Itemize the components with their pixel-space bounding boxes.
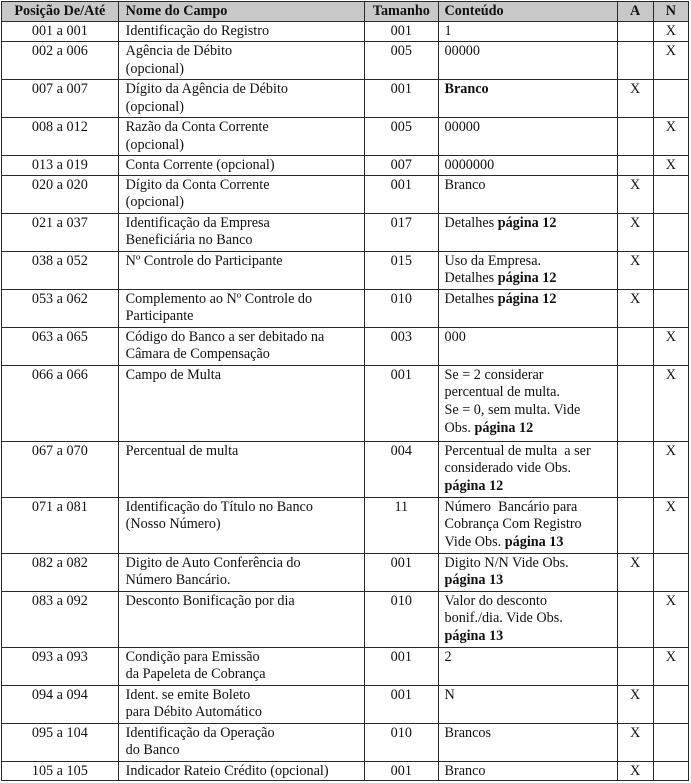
table-row — [2, 22, 689, 42]
field-name-line: Dígito da Conta Corrente — [125, 176, 270, 193]
cell-n-flag: X — [653, 647, 688, 685]
cell-field-name — [118, 761, 364, 781]
cell-field-name — [118, 251, 364, 289]
cell-position: 063 a 065 — [2, 327, 119, 365]
content-text: Digito N/N Vide Obs. — [444, 554, 569, 571]
cell-content — [438, 441, 617, 497]
content-text: Detalhes — [444, 270, 498, 287]
cell-field-name — [118, 289, 364, 327]
cell-content — [438, 213, 617, 251]
content-line — [445, 763, 613, 781]
record-layout-table — [1, 1, 689, 781]
cell-size: 003 — [365, 327, 438, 365]
cell-content — [438, 79, 617, 117]
cell-field-name — [118, 723, 364, 761]
content-text: considerado vide Obs. — [444, 460, 571, 477]
table-row — [2, 117, 689, 155]
cell-a-flag: X — [617, 685, 653, 723]
table-row — [2, 289, 689, 327]
table-row — [2, 441, 689, 497]
content-line — [445, 157, 613, 175]
cell-size: 010 — [365, 591, 438, 647]
content-line — [445, 478, 613, 496]
field-name-line: (opcional) — [125, 194, 184, 211]
cell-position: 007 a 007 — [2, 79, 119, 117]
table-row — [2, 79, 689, 117]
content-text: 00000 — [444, 118, 480, 135]
table-row — [2, 723, 689, 761]
cell-content — [438, 723, 617, 761]
cell-size: 004 — [365, 441, 438, 497]
field-name-line: Nº Controle do Participante — [125, 252, 283, 269]
table-header-row — [2, 2, 689, 22]
content-text: Valor do desconto — [444, 592, 547, 609]
content-bold-text: página 12 — [474, 419, 534, 436]
cell-position: 082 a 082 — [2, 553, 119, 591]
cell-field-name — [118, 41, 364, 79]
cell-a-flag: X — [617, 553, 653, 591]
cell-position: 002 a 006 — [2, 41, 119, 79]
content-text: Obs. — [444, 419, 475, 436]
field-name-line: Identificação do Título no Banco — [125, 498, 313, 515]
content-line — [445, 687, 613, 705]
cell-a-flag: X — [617, 723, 653, 761]
field-name-line: Condição para Emissão — [125, 648, 260, 665]
table-row — [2, 553, 689, 591]
field-name-line: Conta Corrente (opcional) — [125, 156, 275, 173]
cell-content — [438, 251, 617, 289]
cell-size: 001 — [365, 647, 438, 685]
cell-a-flag — [617, 327, 653, 365]
content-text: Detalhes — [444, 214, 498, 231]
content-text: Branco — [444, 176, 486, 193]
cell-field-name — [118, 327, 364, 365]
content-bold-text: página 13 — [444, 572, 504, 589]
field-name-line: Ident. se emite Boleto — [125, 686, 251, 703]
cell-n-flag — [653, 761, 688, 781]
content-bold-text: página 12 — [497, 214, 557, 231]
cell-size: 001 — [365, 761, 438, 781]
cell-position: 066 a 066 — [2, 365, 119, 441]
cell-content — [438, 117, 617, 155]
cell-field-name — [118, 441, 364, 497]
content-line — [445, 23, 613, 41]
cell-content — [438, 155, 617, 175]
content-line — [445, 499, 613, 517]
cell-a-flag — [617, 441, 653, 497]
cell-a-flag — [617, 497, 653, 553]
content-line — [445, 628, 613, 646]
cell-size: 001 — [365, 175, 438, 213]
table-row — [2, 685, 689, 723]
content-line — [445, 177, 613, 195]
cell-content — [438, 365, 617, 441]
cell-position: 083 a 092 — [2, 591, 119, 647]
content-line — [445, 725, 613, 743]
cell-n-flag: X — [653, 22, 688, 42]
cell-position: 021 a 037 — [2, 213, 119, 251]
field-name-line: Digito de Auto Conferência do — [125, 554, 301, 571]
cell-a-flag: X — [617, 175, 653, 213]
field-name-line: Desconto Bonificação por dia — [125, 592, 295, 609]
table-row — [2, 365, 689, 441]
field-name-line: (Nosso Número) — [125, 516, 221, 533]
cell-field-name — [118, 685, 364, 723]
field-name-line: Código do Banco a ser debitado na — [125, 328, 325, 345]
content-text: Percentual de multa a ser — [444, 442, 591, 459]
cell-n-flag — [653, 79, 688, 117]
content-line — [445, 460, 613, 478]
field-name-line: Identificação do Registro — [125, 23, 270, 39]
field-name-line: (opcional) — [125, 60, 184, 77]
content-line — [445, 384, 613, 402]
content-bold-text: página 12 — [497, 270, 557, 287]
content-text: N — [444, 686, 455, 703]
cell-size: 001 — [365, 685, 438, 723]
content-text: 00000 — [444, 42, 480, 59]
field-name-line: Participante — [125, 308, 194, 325]
field-name-line: Campo de Multa — [125, 366, 222, 383]
content-line — [445, 119, 613, 137]
cell-field-name — [118, 647, 364, 685]
cell-size: 007 — [365, 155, 438, 175]
content-text: Se = 2 considerar — [444, 366, 544, 383]
cell-size: 001 — [365, 553, 438, 591]
table-row — [2, 175, 689, 213]
cell-a-flag: X — [617, 79, 653, 117]
cell-n-flag: X — [653, 591, 688, 647]
cell-n-flag — [653, 213, 688, 251]
cell-size: 010 — [365, 723, 438, 761]
content-bold-text: página 12 — [497, 290, 557, 307]
cell-a-flag — [617, 365, 653, 441]
cell-a-flag — [617, 647, 653, 685]
table-row — [2, 761, 689, 781]
field-name-line: Identificação da Operação — [125, 724, 275, 741]
cell-size: 001 — [365, 79, 438, 117]
cell-size: 005 — [365, 41, 438, 79]
cell-content — [438, 175, 617, 213]
field-name-line: Identificação da Empresa — [125, 214, 270, 231]
cell-position: 001 a 001 — [2, 22, 119, 42]
field-name-line: Razão da Conta Corrente — [125, 118, 269, 135]
cell-size: 005 — [365, 117, 438, 155]
cell-content — [438, 497, 617, 553]
cell-content — [438, 22, 617, 42]
field-name-line: Beneficiária no Banco — [125, 232, 253, 249]
content-line — [445, 43, 613, 61]
cell-content — [438, 327, 617, 365]
cell-n-flag — [653, 251, 688, 289]
table-row — [2, 591, 689, 647]
cell-content — [438, 289, 617, 327]
cell-a-flag — [617, 155, 653, 175]
cell-n-flag: X — [653, 117, 688, 155]
content-line — [445, 81, 613, 99]
cell-content — [438, 761, 617, 781]
cell-position: 105 a 105 — [2, 761, 119, 781]
table-row — [2, 41, 689, 79]
content-text: 000 — [444, 328, 466, 345]
cell-position: 038 a 052 — [2, 251, 119, 289]
content-text: Uso da Empresa. — [444, 252, 542, 269]
cell-field-name — [118, 79, 364, 117]
cell-content — [438, 647, 617, 685]
cell-position: 013 a 019 — [2, 155, 119, 175]
content-text: bonif./dia. Vide Obs. — [444, 610, 563, 627]
content-bold-text: página 12 — [444, 478, 504, 495]
cell-size: 017 — [365, 213, 438, 251]
cell-field-name — [118, 591, 364, 647]
cell-position: 067 a 070 — [2, 441, 119, 497]
content-text: Branco — [444, 762, 486, 779]
field-name-line: Câmara de Compensação — [125, 346, 270, 363]
content-text: 0000000 — [444, 156, 495, 173]
cell-field-name — [118, 22, 364, 42]
content-text: Detalhes — [444, 290, 498, 307]
cell-a-flag — [617, 22, 653, 42]
cell-content — [438, 685, 617, 723]
header-position: Posição De/Até — [2, 2, 119, 22]
cell-a-flag: X — [617, 251, 653, 289]
cell-n-flag: X — [653, 327, 688, 365]
content-line — [445, 516, 613, 534]
cell-position: 095 a 104 — [2, 723, 119, 761]
cell-field-name — [118, 175, 364, 213]
content-line — [445, 270, 613, 288]
cell-size: 010 — [365, 289, 438, 327]
cell-n-flag — [653, 289, 688, 327]
cell-field-name — [118, 553, 364, 591]
field-name-line: (opcional) — [125, 136, 184, 153]
cell-n-flag: X — [653, 441, 688, 497]
content-line — [445, 253, 613, 271]
content-bold-text: página 13 — [444, 628, 504, 645]
field-name-line: Percentual de multa — [125, 442, 239, 459]
content-bold-text: página 13 — [504, 534, 564, 551]
content-text: Se = 0, sem multa. Vide — [444, 402, 581, 419]
header-a: A — [617, 2, 653, 22]
table-row — [2, 497, 689, 553]
cell-position: 020 a 020 — [2, 175, 119, 213]
content-text: 1 — [444, 23, 452, 39]
cell-a-flag: X — [617, 289, 653, 327]
cell-size: 001 — [365, 365, 438, 441]
cell-n-flag — [653, 553, 688, 591]
cell-field-name — [118, 213, 364, 251]
cell-size: 015 — [365, 251, 438, 289]
cell-field-name — [118, 117, 364, 155]
content-line — [445, 443, 613, 461]
content-line — [445, 215, 613, 233]
content-line — [445, 329, 613, 347]
cell-a-flag — [617, 117, 653, 155]
content-line — [445, 291, 613, 309]
table-row — [2, 213, 689, 251]
content-line — [445, 593, 613, 611]
content-bold-text: Branco — [444, 80, 489, 97]
cell-n-flag: X — [653, 155, 688, 175]
cell-n-flag: X — [653, 41, 688, 79]
cell-a-flag — [617, 591, 653, 647]
cell-content — [438, 41, 617, 79]
content-line — [445, 610, 613, 628]
cell-n-flag — [653, 723, 688, 761]
cell-n-flag: X — [653, 365, 688, 441]
cell-size: 001 — [365, 22, 438, 42]
field-name-line: da Papeleta de Cobrança — [125, 666, 266, 683]
cell-a-flag — [617, 41, 653, 79]
cell-size: 11 — [365, 497, 438, 553]
field-name-line: Número Bancário. — [125, 572, 231, 589]
cell-n-flag: X — [653, 497, 688, 553]
field-name-line: Complemento ao Nº Controle do — [125, 290, 313, 307]
cell-a-flag: X — [617, 213, 653, 251]
field-name-line: (opcional) — [125, 98, 184, 115]
table-row — [2, 251, 689, 289]
header-content: Conteúdo — [438, 2, 617, 22]
table-row — [2, 327, 689, 365]
content-line — [445, 367, 613, 385]
header-size: Tamanho — [365, 2, 438, 22]
content-text: Brancos — [444, 724, 492, 741]
content-text: Número Bancário para — [444, 498, 578, 515]
cell-field-name — [118, 155, 364, 175]
cell-field-name — [118, 497, 364, 553]
cell-n-flag — [653, 175, 688, 213]
cell-n-flag — [653, 685, 688, 723]
cell-position: 071 a 081 — [2, 497, 119, 553]
content-line — [445, 572, 613, 590]
cell-position: 094 a 094 — [2, 685, 119, 723]
content-text: Vide Obs. — [444, 534, 505, 551]
content-line — [445, 649, 613, 667]
field-name-line: Dígito da Agência de Débito — [125, 80, 288, 97]
content-text: Cobrança Com Registro — [444, 516, 582, 533]
table-row — [2, 647, 689, 685]
cell-content — [438, 591, 617, 647]
field-name-line: para Débito Automático — [125, 704, 262, 721]
header-n: N — [653, 2, 688, 22]
field-name-line: Agência de Débito — [125, 42, 233, 59]
field-name-line: do Banco — [125, 742, 180, 759]
content-line — [445, 402, 613, 420]
cell-content — [438, 553, 617, 591]
content-text: 2 — [444, 648, 452, 665]
cell-position: 053 a 062 — [2, 289, 119, 327]
cell-field-name — [118, 365, 364, 441]
table-row — [2, 155, 689, 175]
content-line — [445, 420, 613, 438]
content-text: percentual de multa. — [444, 384, 560, 401]
header-field-name: Nome do Campo — [118, 2, 364, 22]
cell-position: 008 a 012 — [2, 117, 119, 155]
cell-a-flag: X — [617, 761, 653, 781]
field-name-line: Indicador Rateio Crédito (opcional) — [125, 762, 329, 779]
content-line — [445, 534, 613, 552]
content-line — [445, 555, 613, 573]
cell-position: 093 a 093 — [2, 647, 119, 685]
table-body — [2, 22, 689, 781]
